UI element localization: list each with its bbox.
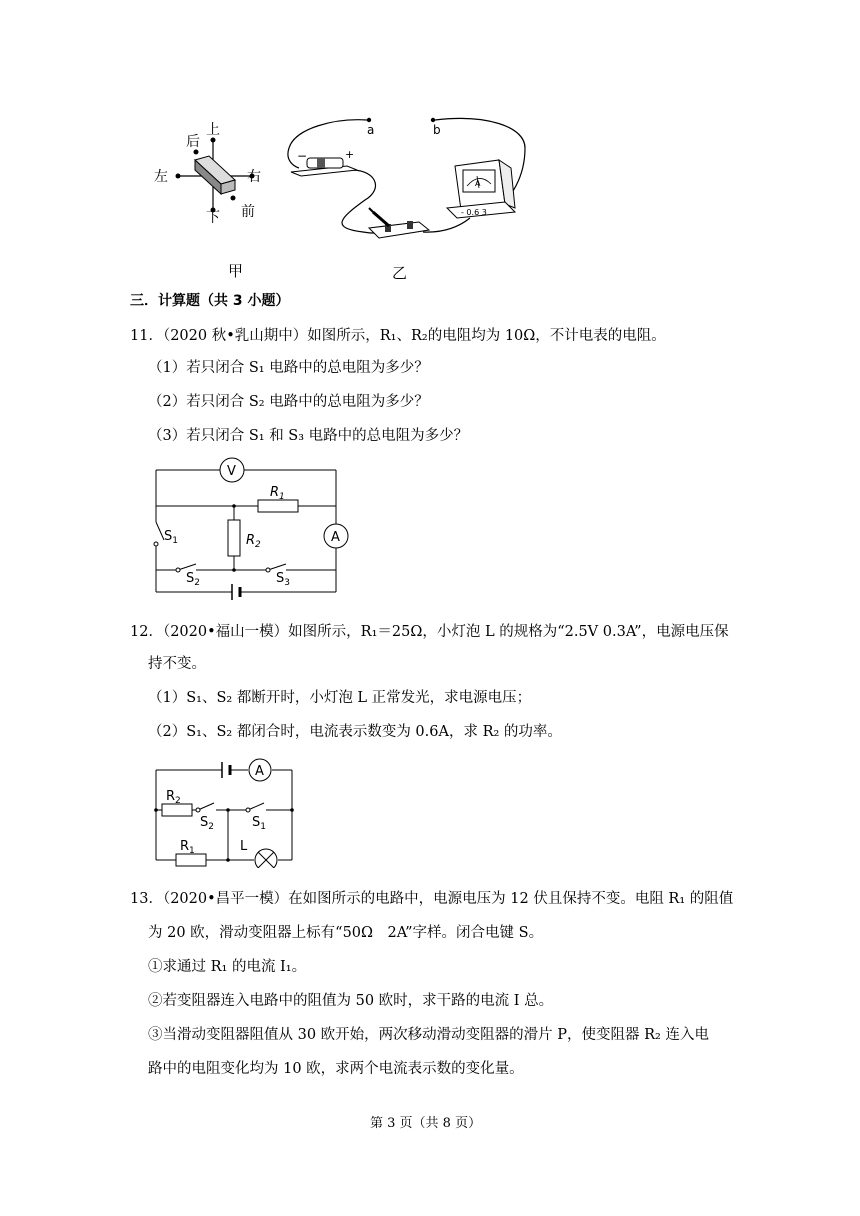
ammeter-letter-q12: A: [255, 764, 264, 779]
q12-s2-label: S: [200, 815, 209, 830]
label-down: 下: [206, 210, 220, 226]
label-left: 左: [154, 169, 168, 185]
battery-plus: +: [345, 148, 355, 161]
q11-part-1: （1）若只闭合 S₁ 电路中的总电阻为多少？: [148, 360, 429, 376]
terminal-a: a: [367, 123, 375, 137]
figure-yi: [285, 108, 545, 258]
voltmeter-letter: V: [227, 464, 236, 479]
svg-text:R1: $R_1$: [270, 485, 285, 502]
battery-minus: −: [297, 149, 308, 163]
ammeter-letter: A: [475, 179, 481, 188]
q12-part-2: （2）S₁、S₂ 都闭合时，电流表示数变为 0.6A，求 R₂ 的功率。: [148, 724, 562, 740]
q12-stem-line1: 12．（2020•福山一模）如图所示，R₁＝25Ω，小灯泡 L 的规格为“2.5V 0.3A”，电源电压保: [130, 624, 729, 640]
q13-part-1: ①求通过 R₁ 的电流 I₁。: [148, 959, 307, 975]
q13-part-2: ②若变阻器连入电路中的阻值为 50 欧时，求干路的电流 I 总。: [148, 993, 554, 1009]
label-front: 前: [241, 204, 255, 220]
q13-stem-line1: 13．（2020•昌平一模）在如图所示的电路中，电源电压为 12 伏且保持不变。电阻 R₁ 的阻值: [130, 891, 734, 907]
label-back: 后: [186, 134, 200, 150]
q13-part-3: ③当滑动变阻器阻值从 30 欧开始，两次移动滑动变阻器的滑片 P，使变阻器 R₂ 连入电: [148, 1027, 709, 1043]
q11-stem: 11．（2020 秋•乳山期中）如图所示，R₁、R₂的电阻均为 10Ω，不计电表的电阻。: [130, 328, 666, 344]
figure-jia: [140, 118, 280, 238]
ammeter-scale: - 0.6 3: [461, 208, 487, 217]
svg-text:R2: $R_2$: [166, 789, 181, 806]
q11-part-3: （3）若只闭合 S₁ 和 S₃ 电路中的总电阻为多少？: [148, 428, 469, 444]
label-up: 上: [206, 122, 220, 138]
q12-stem-line2: 持不变。: [148, 656, 206, 672]
q13-stem-line2: 为 20 欧，滑动变阻器上标有“50Ω 2A”字样。闭合电键 S。: [148, 925, 544, 941]
q11-part-2: （2）若只闭合 S₂ 电路中的总电阻为多少？: [148, 394, 429, 410]
q12-part-1: （1）S₁、S₂ 都断开时，小灯泡 L 正常发光，求电源电压；: [148, 690, 532, 706]
s1-label: S: [164, 529, 173, 544]
caption-yi: 乙: [392, 264, 408, 282]
svg-text:S3: $S_3$: [276, 571, 290, 588]
terminal-b: b: [433, 123, 441, 137]
svg-text:R1: $R_1$: [180, 839, 195, 856]
caption-jia: 甲: [228, 262, 244, 280]
svg-text:R2: $R_2$: [246, 533, 261, 550]
q12-r1-label: R: [180, 839, 190, 854]
svg-text:S1: $S_1$: [164, 529, 178, 546]
q13-part-3-line2: 路中的电阻变化均为 10 欧，求两个电流表示数的变化量。: [148, 1061, 524, 1077]
label-right: 右: [247, 169, 261, 185]
q11-circuit-diagram: [148, 454, 358, 606]
s2-label: S: [186, 571, 195, 586]
s3-label: S: [276, 571, 285, 586]
svg-text:S2: $S_2$: [186, 571, 200, 588]
q12-lamp-label: L: [240, 839, 248, 854]
r2-label: R: [246, 533, 256, 548]
q12-circuit-diagram: [148, 758, 308, 868]
ammeter-letter-q11: A: [331, 530, 340, 545]
svg-text:S2: $S_2$: [200, 815, 214, 832]
r1-label: R: [270, 485, 280, 500]
svg-text:S1: $S_1$: [252, 815, 266, 832]
page-footer: 第 3 页（共 8 页）: [370, 1116, 482, 1131]
q12-r2-label: R: [166, 789, 176, 804]
section-title: 三．计算题（共 3 小题）: [130, 293, 290, 309]
q12-s1-label: S: [252, 815, 261, 830]
